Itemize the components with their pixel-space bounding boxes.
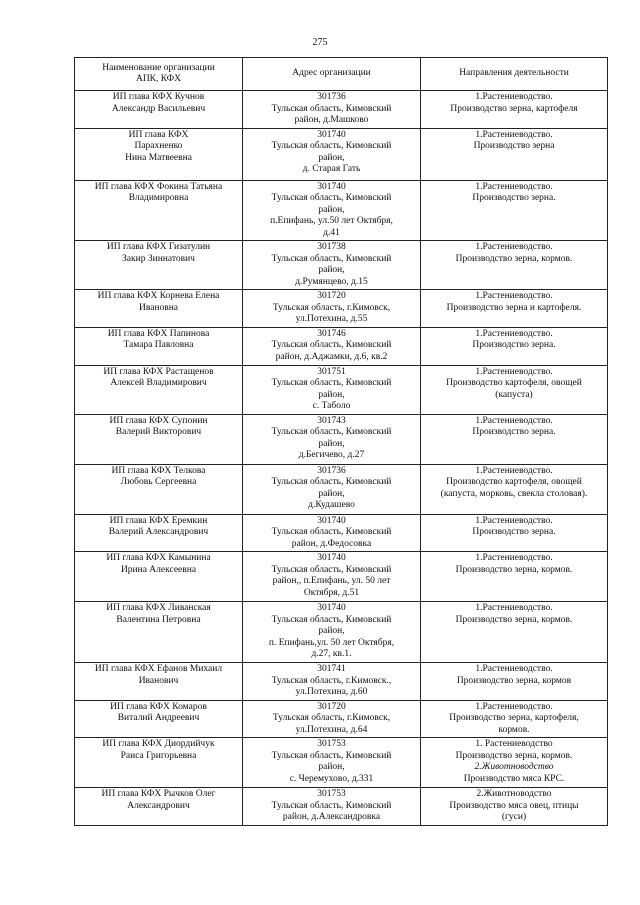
- org-cell: ИП глава КФХ Телкова Любовь Сергеевна: [75, 464, 243, 514]
- activity-cell: 1.Растениеводство. Производство зерна, кормов.: [421, 552, 608, 602]
- table-row: [75, 602, 608, 663]
- activity-cell: 1.Растениеводство. Производство зерна.: [421, 514, 608, 552]
- table-row: [75, 180, 608, 241]
- table-row: [75, 327, 608, 365]
- activity-cell: 1.Растениеводство. Производство картофеля, овощей (капуста): [421, 365, 608, 414]
- header-org: Наименование организации АПК, КФХ: [75, 58, 243, 91]
- activity-livestock-heading: 2.Животноводство: [474, 762, 554, 772]
- table-row: [75, 91, 608, 129]
- table-row: [75, 552, 608, 602]
- table-row: [75, 365, 608, 414]
- table-row: [75, 241, 608, 290]
- table-row: [75, 788, 608, 826]
- address-cell: 301741 Тульская область, г.Кимовск., ул.Потехина, д.60: [243, 663, 421, 701]
- activity-cell: 1.Растениеводство. Производство зерна, кормов.: [421, 602, 608, 663]
- activity-cell: [421, 738, 608, 788]
- org-cell: ИП глава КФХ Ливанская Валентина Петровна: [75, 602, 243, 663]
- table-row: [75, 700, 608, 738]
- org-cell: ИП глава КФХ Растащенов Алексей Владимирович: [75, 365, 243, 414]
- address-cell: 301751 Тульская область, Кимовский район, с. Таболо: [243, 365, 421, 414]
- activity-cell: 1.Растениеводство. Производство зерна, кормов.: [421, 241, 608, 290]
- activity-livestock-detail: Производство мяса КРС.: [463, 773, 565, 784]
- org-cell: ИП глава КФХ Папинова Тамара Павловна: [75, 327, 243, 365]
- farm-registry-table: [74, 57, 608, 826]
- address-cell: 301720 Тульская область, г.Кимовск, ул.Потехина, д.64: [243, 700, 421, 738]
- org-cell: ИП глава КФХ Супонин Валерий Викторович: [75, 414, 243, 464]
- address-cell: 301720 Тульская область, г.Кимовск, ул.Потехина, д.55: [243, 290, 421, 328]
- page-number: 275: [312, 37, 328, 48]
- activity-cell: 2.Животноводство Производство мяса овец, птицы (гуси): [421, 788, 608, 826]
- activity-cell: 1.Растениеводство. Производство зерна, картофеля: [421, 91, 608, 129]
- org-cell: ИП глава КФХ Рычков Олег Александрович: [75, 788, 243, 826]
- address-cell: 301740 Тульская область, Кимовский район, п.Епифань, ул.50 лет Октября, д.41: [243, 180, 421, 241]
- org-cell: ИП глава КФХ Гизатулин Закир Зиннатович: [75, 241, 243, 290]
- table-row: [75, 738, 608, 788]
- address-cell: 301736 Тульская область, Кимовский район, д.Кудашево: [243, 464, 421, 514]
- activity-cell: 1.Растениеводство. Производство зерна, картофеля, кормов.: [421, 700, 608, 738]
- header-activity: Направления деятельности: [421, 58, 608, 91]
- address-cell: 301743 Тульская область, Кимовский район, д.Бегичево, д.27: [243, 414, 421, 464]
- table-row: [75, 290, 608, 328]
- activity-crops: 1. Растениеводство Производство зерна, кормов.: [455, 739, 573, 761]
- table-row: [75, 414, 608, 464]
- org-cell: ИП глава КФХ Парахненко Нина Матвеевна: [75, 128, 243, 180]
- activity-cell: 1.Растениеводство. Производство зерна.: [421, 180, 608, 241]
- address-cell: 301753 Тульская область, Кимовский район, с. Черемухово, д.331: [243, 738, 421, 788]
- address-cell: 301740 Тульская область, Кимовский район,, п.Епифань, ул. 50 лет Октября, д.51: [243, 552, 421, 602]
- activity-cell: 1.Растениеводство. Производство зерна.: [421, 414, 608, 464]
- org-cell: ИП глава КФХ Камынина Ирина Алексеевна: [75, 552, 243, 602]
- table-row: [75, 514, 608, 552]
- table-header-row: [75, 58, 608, 91]
- address-cell: 301740 Тульская область, Кимовский район, д. Старая Гать: [243, 128, 421, 180]
- address-cell: 301738 Тульская область, Кимовский район, д.Румянцево, д.15: [243, 241, 421, 290]
- org-cell: ИП глава КФХ Кучнов Александр Васильевич: [75, 91, 243, 129]
- org-cell: ИП глава КФХ Комаров Виталий Андреевич: [75, 700, 243, 738]
- address-cell: 301753 Тульская область, Кимовский район, д.Александровка: [243, 788, 421, 826]
- activity-cell: 1.Растениеводство. Производство зерна и картофеля.: [421, 290, 608, 328]
- activity-cell: 1.Растениеводство. Производство картофеля, овощей (капуста, морковь, свекла столовая).: [421, 464, 608, 514]
- table-row: [75, 663, 608, 701]
- address-cell: 301740 Тульская область, Кимовский район, д.Федосовка: [243, 514, 421, 552]
- activity-cell: 1.Растениеводство. Производство зерна.: [421, 327, 608, 365]
- org-cell: ИП глава КФХ Ефанов Михаил Иванович: [75, 663, 243, 701]
- address-cell: 301736 Тульская область, Кимовский район, д.Машково: [243, 91, 421, 129]
- activity-cell: 1.Растениеводство. Производство зерна, кормов: [421, 663, 608, 701]
- table-row: [75, 464, 608, 514]
- header-address: Адрес организации: [243, 58, 421, 91]
- table-row: [75, 128, 608, 180]
- org-cell: ИП глава КФХ Корнева Елена Ивановна: [75, 290, 243, 328]
- address-cell: 301746 Тульская область, Кимовский район, д.Аджамки, д.6, кв.2: [243, 327, 421, 365]
- org-cell: ИП глава КФХ Еремкин Валерий Александрович: [75, 514, 243, 552]
- org-cell: ИП глава КФХ Диордийчук Раиса Григорьевна: [75, 738, 243, 788]
- address-cell: 301740 Тульская область, Кимовский район, п. Епифань,ул. 50 лет Октября, д.27, кв.1.: [243, 602, 421, 663]
- activity-cell: 1.Растениеводство. Производство зерна: [421, 128, 608, 180]
- org-cell: ИП глава КФХ Фокина Татьяна Владимировна: [75, 180, 243, 241]
